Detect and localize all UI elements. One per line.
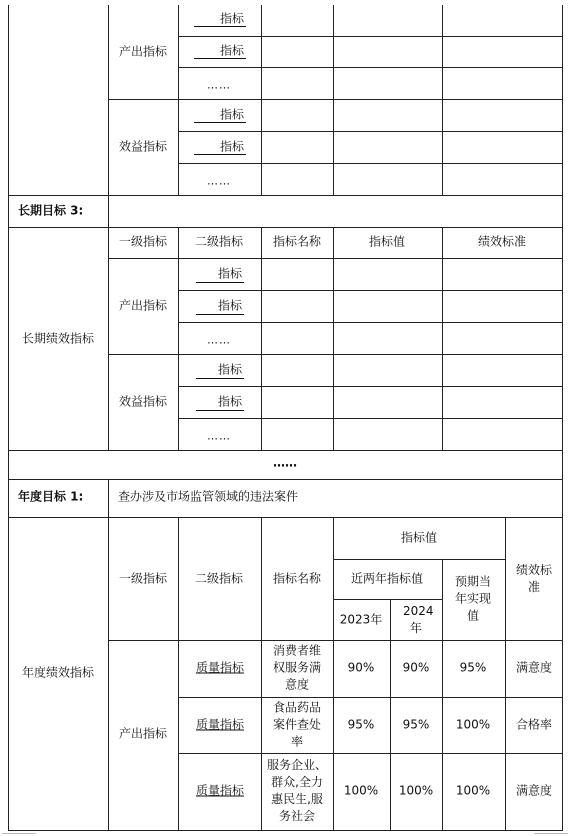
header-value: 指标值: [400, 530, 438, 545]
quality-indicator: 质量指标: [195, 783, 245, 798]
output-indicator-label: 产出指标: [118, 298, 168, 313]
performance-standard: 合格率: [515, 717, 553, 732]
annual-goal-content: 查办涉及市场监管领域的违法案件: [118, 489, 299, 504]
expected-value: 95%: [459, 660, 487, 675]
header-level1: 一级指标: [118, 234, 168, 249]
indicator-cell: 指标: [219, 139, 245, 154]
indicator-cell: 指标: [217, 362, 243, 377]
value-2023: 90%: [347, 660, 375, 675]
blank-underline: [196, 378, 244, 379]
annual-perf-label: 年度绩效指标: [21, 665, 95, 680]
indicator-cell: 指标: [217, 266, 243, 281]
value-2024: 100%: [398, 783, 434, 798]
indicator-cell: 指标: [219, 43, 245, 58]
performance-standard: 满意度: [515, 660, 553, 675]
header-2023: 2023年: [339, 612, 383, 627]
header-expected: 预期当年实现值: [454, 574, 491, 623]
header-name: 指标名称: [272, 571, 322, 586]
value-2024: 95%: [402, 717, 430, 732]
value-2023: 100%: [343, 783, 379, 798]
benefit-indicator-label: 效益指标: [118, 139, 168, 154]
annual-goal-label: 年度目标 1:: [18, 489, 84, 504]
output-indicator-label: 产出指标: [118, 44, 168, 59]
section-separator: ……: [273, 455, 297, 470]
indicator-cell: 指标: [217, 394, 243, 409]
quality-indicator: 质量指标: [195, 717, 245, 732]
indicator-cell: 指标: [219, 107, 245, 122]
indicator-name: 消费者维权服务满意度: [272, 643, 321, 692]
blank-underline: [196, 282, 244, 283]
expected-value: 100%: [455, 783, 491, 798]
header-name: 指标名称: [272, 234, 322, 249]
expected-value: 100%: [455, 717, 491, 732]
performance-standard: 满意度: [515, 783, 553, 798]
long-perf-label: 长期绩效指标: [21, 331, 95, 346]
output-indicator-label: 产出指标: [118, 726, 168, 741]
benefit-indicator-label: 效益指标: [118, 394, 168, 409]
value-2023: 95%: [347, 717, 375, 732]
header-standard: 绩效标准: [515, 563, 552, 594]
value-2024: 90%: [402, 660, 430, 675]
header-2024: 2024年: [403, 604, 434, 635]
header-recent: 近两年指标值: [350, 571, 424, 586]
ellipsis-cell: ……: [207, 333, 231, 347]
indicator-cell: 指标: [219, 11, 245, 26]
ellipsis-cell: ……: [207, 429, 231, 443]
indicator-cell: 指标: [217, 298, 243, 313]
header-standard: 绩效标准: [477, 234, 527, 249]
long-goal-label: 长期目标 3:: [18, 203, 84, 218]
header-level2: 二级指标: [194, 234, 244, 249]
ellipsis-cell: ……: [207, 174, 231, 188]
header-value: 指标值: [368, 234, 406, 249]
header-level2: 二级指标: [194, 571, 244, 586]
ellipsis-cell: ……: [207, 78, 231, 92]
quality-indicator: 质量指标: [195, 660, 245, 675]
blank-underline: [196, 314, 244, 315]
blank-underline: [196, 410, 244, 411]
indicator-name: 服务企业、群众,全力惠民生,服务社会: [266, 758, 327, 823]
header-level1: 一级指标: [118, 571, 168, 586]
indicator-name: 食品药品案件查处率: [272, 700, 321, 749]
